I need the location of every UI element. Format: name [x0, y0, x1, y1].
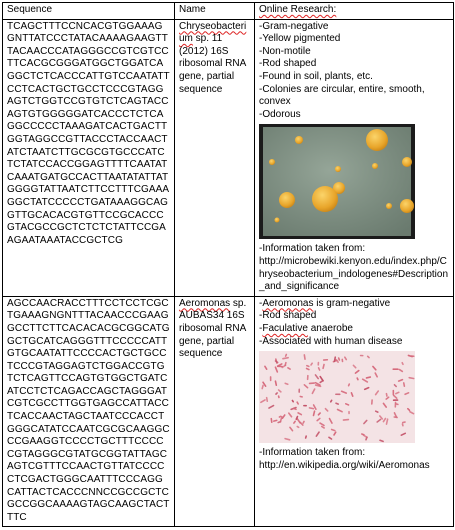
fact-prefix: -	[259, 297, 263, 309]
sequence-text: AGCCAACRACCTTTCCTCCTCGCTGAAAGNGNTTTACAACCCGAAGGCCTTCTTCACACACGCGGCATGGCTGCATCAGGGTTTCCCCCATTGTGCAATATTCCCCACTGCTGCCTCCCGTAGGAGTCTGGACCGTGTCTCAGTTCCAGTGTGGCTGATCATCCTCTCAGACCAGCTAGGGATCGTCGCCTTGGTGAGCCATTACCTCACCAACTAGCTAATCCCACCTGGGCATATCCAATCGCGCAAGGCCCGAAGGTCCCCTGCTTTCCCCCGTAGGGCGTATGCGGTATTAGCAGTCGTTTCCAACTGTTATCCCCCTCGACTGGGCAATTTCCCAGGCATTACTCACCCNNCCGCCGCTCGCCGGCAAAAGTAGCAAGCTACTTTC	[7, 297, 170, 523]
list-item: -Colonies are circular, entire, smooth, convex	[259, 83, 425, 108]
header-row	[3, 3, 454, 20]
list-item: -Rod shaped	[259, 58, 317, 70]
fact-genus: Aeromonas	[262, 297, 314, 309]
source-url: http://en.wikipedia.org/wiki/Aeromonas	[259, 459, 430, 471]
list-item	[259, 298, 449, 311]
header-research-label: Online Research:	[259, 4, 337, 15]
fact-list	[259, 298, 449, 348]
organism-genus: Aeromonas	[179, 297, 231, 309]
header-research	[255, 3, 454, 20]
table-row	[3, 19, 454, 296]
gram-stain-micrograph	[259, 351, 415, 443]
organism-description: sp. 11 (2012) 16S ribosomal RNA gene, partial sequence	[179, 33, 246, 95]
organism-genus: Chryseobacterium	[179, 20, 247, 45]
list-item: -Associated with human disease	[259, 335, 403, 347]
fact-rest: is gram-negative	[313, 297, 391, 309]
list-item: -Non-motile	[259, 45, 311, 57]
sequence-cell	[3, 296, 175, 527]
header-name: Name	[175, 3, 255, 20]
name-cell	[175, 19, 255, 296]
list-item: -Rod shaped	[259, 310, 317, 322]
sequence-text: TCAGCTTTCCNCACGTGGAAAGGNTTATCCCTATACAAAAGAAGTTTACAACCCATAGGGCCGTCGTCCTTCACGCGGGATGGCTGGATCAGGCTCTCACCCATTGTCCAATATTCCTCACTGCTGCCTCCCGTAGGAGTCTGGTCCGTGTCTCAGTACCAGTGTGGGGGATCACCCTCTCAGGCCCCCTAAAGATCACTGACTTGGTAGGCCGTTACCCTACCAACTATCTAATCTTGCGCGTGCCCATCTCTATCCACCGGAGTTTTCAATATCAAATGATGCCACTTAATATATTATGGGGTATTAATCTTCCTTTCGAAAGGCTATCCCCCTGATAAAGGCAGGTTGCACACGTGTTCCGCACCCGTACGCCGCTCTCTCTATTCCGAAGAATAAATACCGCTCG	[7, 20, 170, 246]
sequence-cell	[3, 19, 175, 296]
fact-misspelled-word: Faculative	[262, 322, 308, 334]
source-label: -Information taken from:	[259, 447, 366, 459]
list-item: -Gram-negative	[259, 20, 329, 32]
source-url: http://microbewiki.kenyon.edu/index.php/Chryseobacterium_indologenes#Description_and_significance	[259, 255, 448, 293]
fact-list	[259, 21, 449, 122]
fact-rest: anaerobe	[307, 322, 353, 334]
yellow-colonies-photo	[259, 124, 415, 239]
list-item: -Found in soil, plants, etc.	[259, 70, 373, 82]
name-cell	[175, 296, 255, 527]
research-cell	[255, 19, 454, 296]
organism-description: sp. AUBAS34 16S ribosomal RNA gene, partial sequence	[179, 297, 247, 360]
list-item: -Yellow pigmented	[259, 33, 341, 45]
header-sequence: Sequence	[3, 3, 175, 20]
research-cell	[255, 296, 454, 527]
list-item: -Odorous	[259, 108, 301, 120]
list-item	[259, 323, 449, 336]
source-label: -Information taken from:	[259, 243, 366, 255]
table-row	[3, 296, 454, 527]
fact-prefix: -	[259, 322, 263, 334]
research-table	[2, 2, 454, 527]
